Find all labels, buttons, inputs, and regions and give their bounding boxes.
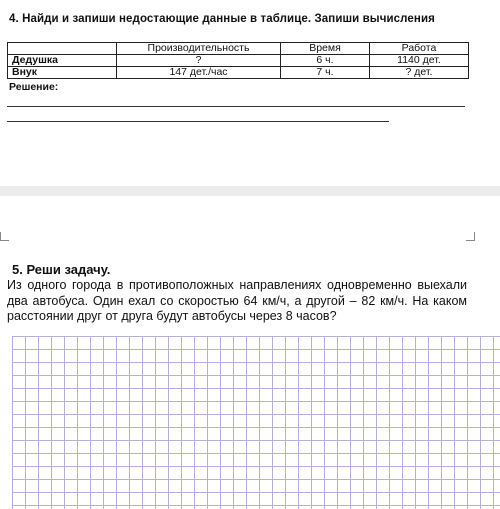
data-table: [7, 42, 469, 79]
graph-paper-grid: [12, 336, 500, 509]
worksheet-page-2: [0, 196, 500, 509]
row-name-grandfather: Дедушка: [8, 55, 117, 67]
solution-label: Решение:: [9, 81, 59, 93]
task-4-title: 4. Найди и запиши недостающие данные в таблице. Запиши вычисления: [9, 13, 435, 25]
cell-time: 6 ч.: [281, 55, 370, 67]
crop-mark-right: [466, 232, 475, 241]
answer-line: [7, 106, 465, 107]
worksheet-page-1: [0, 0, 500, 186]
cell-productivity: 147 дет./час: [117, 67, 281, 79]
table-row: [8, 55, 469, 67]
table-header-productivity: Производительность: [117, 43, 281, 55]
task-5-text: Из одного города в противоположных направлениях одновременно выехали два автобуса. Один ехал со скоростью 64 км/ч, а другой – 82 км/ч. На каком расстоянии друг от друга будут автобусы через 8 часов?: [7, 278, 467, 323]
table-header-empty: [8, 43, 117, 55]
cell-work: ? дет.: [370, 67, 469, 79]
answer-line: [7, 121, 389, 122]
table-header-row: [8, 43, 469, 55]
cell-time: 7 ч.: [281, 67, 370, 79]
table-header-time: Время: [281, 43, 370, 55]
cell-work: 1140 дет.: [370, 55, 469, 67]
crop-mark-left: [0, 232, 9, 241]
table-row: [8, 67, 469, 79]
cell-productivity: ?: [117, 55, 281, 67]
task-5-title: 5. Реши задачу.: [12, 262, 111, 277]
page-separator: [0, 186, 500, 196]
row-name-grandson: Внук: [8, 67, 117, 79]
table-header-work: Работа: [370, 43, 469, 55]
